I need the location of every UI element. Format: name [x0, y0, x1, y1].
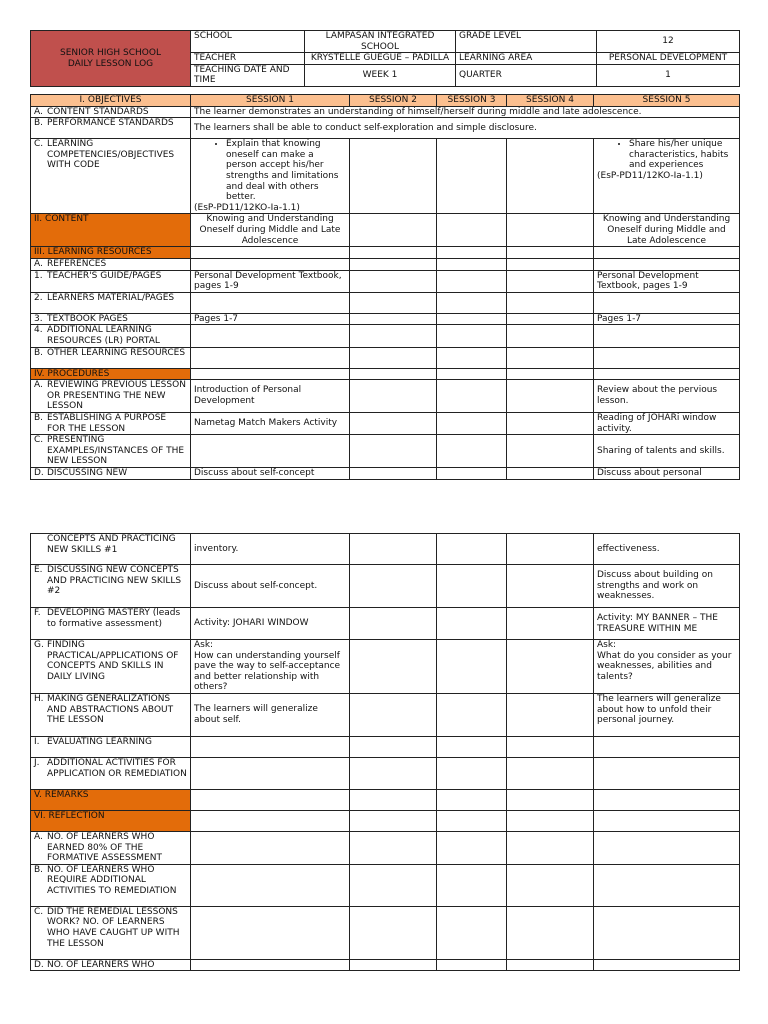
row-label — [31, 565, 191, 608]
title-line-2: DAILY LESSON LOG — [67, 58, 154, 69]
session-5-cell: Review about the pervious lesson. — [594, 380, 740, 413]
row-label-text: PERFORMANCE STANDARDS — [47, 118, 174, 129]
session-5-cell: Discuss about building on strengths and work on weaknesses. — [594, 565, 740, 608]
performance-standards-text: The learners shall be able to conduct self-exploration and simple disclosure. — [191, 118, 740, 139]
session-1-cell: Activity: JOHARI WINDOW — [191, 608, 350, 640]
learning-area-value: PERSONAL DEVELOPMENT — [597, 53, 740, 65]
row-label-text: NO. OF LEARNERS WHO — [47, 959, 155, 970]
row-label-text: OTHER LEARNING RESOURCES — [47, 347, 186, 358]
row-label — [31, 139, 191, 214]
row-label-text: IV. PROCEDURES — [34, 368, 110, 379]
row-label — [31, 258, 191, 270]
row-label — [31, 758, 191, 790]
content-standards-text: The learner demonstrates an understanding of himself/herself during middle and late adolescence. — [191, 106, 740, 118]
table-row — [31, 106, 740, 118]
table-row — [31, 959, 740, 971]
session-3-header: SESSION 3 — [437, 95, 507, 107]
section-learning-resources — [31, 247, 191, 259]
row-key: B. — [34, 118, 44, 129]
session-1-header: SESSION 1 — [191, 95, 350, 107]
table-row — [31, 139, 740, 214]
row-label-text: DEVELOPING MASTERY (leads to formative assessment) — [47, 608, 181, 629]
session-1-content: Knowing and Understanding Oneself during Middle and Late Adolescence — [191, 214, 350, 247]
teacher-value: KRYSTELLE GUEGUE – PADILLA — [305, 53, 456, 65]
row-label-text: EVALUATING LEARNING — [47, 737, 152, 748]
row-label-text: TEACHER'S GUIDE/PAGES — [47, 270, 162, 281]
row-label-text: DID THE REMEDIAL LESSONS WORK? NO. OF LEARNERS WHO HAVE CAUGHT UP WITH THE LESSON — [47, 906, 180, 949]
row-label-text: NO. OF LEARNERS WHO REQUIRE ADDITIONAL ACTIVITIES TO REMEDIATION — [47, 864, 177, 897]
row-label — [31, 468, 191, 480]
table-row — [31, 790, 740, 811]
column-header-row — [31, 95, 740, 107]
table-row — [31, 368, 740, 380]
session-5-cell: Sharing of talents and skills. — [594, 435, 740, 468]
row-key: 2. — [34, 292, 43, 303]
session-5-cell: The learners will generalize about how to unfold their personal journey. — [594, 694, 740, 737]
competency-code: (EsP-PD11/12KO-Ia-1.1) — [194, 202, 300, 213]
row-label-text: VI. REFLECTION — [34, 811, 105, 822]
competency-code: (EsP-PD11/12KO-Ia-1.1) — [597, 171, 703, 182]
table-row — [31, 534, 740, 565]
row-label — [31, 906, 191, 959]
table-row — [31, 247, 740, 259]
row-key: G. — [34, 640, 44, 650]
table-row — [31, 380, 740, 413]
row-label — [31, 832, 191, 865]
session-1-cell: inventory. — [191, 534, 350, 565]
table-row — [31, 832, 740, 865]
session-1-cell: Introduction of Personal Development — [191, 380, 350, 413]
session-4-header: SESSION 4 — [507, 95, 594, 107]
row-label-text: PRESENTING EXAMPLES/INSTANCES OF THE NEW LESSON — [47, 435, 185, 467]
row-label — [31, 118, 191, 139]
table-row — [31, 325, 740, 347]
row-label — [31, 325, 191, 347]
table-row — [31, 258, 740, 270]
row-label — [31, 380, 191, 413]
table-row — [31, 758, 740, 790]
session-1-cell: Discuss about self-concept — [191, 468, 350, 480]
table-row — [31, 292, 740, 313]
row-key: F. — [34, 608, 41, 618]
table-row — [31, 694, 740, 737]
row-label — [31, 270, 191, 292]
grade-value: 12 — [597, 31, 740, 53]
session-1-cell: Pages 1-7 — [191, 313, 350, 325]
table-row — [31, 435, 740, 468]
session-1-cell: Personal Development Textbook, pages 1-9 — [191, 270, 350, 292]
row-label — [31, 347, 191, 368]
row-label-text: II. CONTENT — [34, 214, 89, 225]
row-key: D. — [34, 468, 44, 479]
row-label — [31, 640, 191, 694]
row-key: I. — [34, 737, 40, 748]
title-line-1: SENIOR HIGH SCHOOL — [60, 47, 161, 58]
row-key: A. — [34, 258, 43, 269]
dll-title — [31, 31, 191, 87]
session-5-cell: Ask: What do you consider as your weaknesses, abilities and talents? — [594, 640, 740, 694]
row-label-text: DISCUSSING NEW — [47, 468, 128, 479]
row-label-text: LEARNERS MATERIAL/PAGES — [47, 292, 175, 303]
competency-bullet: • Share his/her unique characteristics, habits and experiences — [629, 139, 736, 171]
table-row — [31, 118, 740, 139]
row-label — [31, 106, 191, 118]
objectives-header: I. OBJECTIVES — [31, 95, 191, 107]
row-label-text: ESTABLISHING A PURPOSE FOR THE LESSON — [47, 413, 167, 434]
row-key: A. — [34, 106, 43, 117]
school-label: SCHOOL — [191, 31, 305, 53]
row-key: C. — [34, 906, 44, 917]
row-label-text: III. LEARNING RESOURCES — [34, 247, 152, 258]
table-row — [31, 468, 740, 480]
section-remarks — [31, 790, 191, 811]
teaching-date-value: WEEK 1 — [305, 64, 456, 86]
row-key: 4. — [34, 325, 43, 336]
row-label — [31, 694, 191, 737]
row-label-text: V. REMARKS — [34, 790, 89, 801]
section-procedures — [31, 368, 191, 380]
session-5-cell: Activity: MY BANNER – THE TREASURE WITHIN ME — [594, 608, 740, 640]
table-row — [31, 313, 740, 325]
learning-area-label: LEARNING AREA — [456, 53, 597, 65]
row-label-text: ADDITIONAL LEARNING RESOURCES (LR) PORTAL — [47, 325, 160, 346]
header-table — [30, 30, 740, 87]
quarter-label: QUARTER — [456, 64, 597, 86]
session-1-cell: Discuss about self-concept. — [191, 565, 350, 608]
table-row — [31, 640, 740, 694]
lesson-table-page-2 — [30, 533, 740, 971]
table-row — [31, 737, 740, 758]
session-5-cell: Pages 1-7 — [594, 313, 740, 325]
row-label — [31, 959, 191, 971]
table-row — [31, 413, 740, 435]
row-label — [31, 737, 191, 758]
row-key: A. — [34, 380, 43, 391]
row-label — [31, 864, 191, 906]
row-label — [31, 435, 191, 468]
section-reflection — [31, 811, 191, 832]
table-row — [31, 864, 740, 906]
row-label-text: CONCEPTS AND PRACTICING NEW SKILLS #1 — [47, 534, 176, 555]
row-key: 3. — [34, 313, 43, 324]
row-key: A. — [34, 832, 43, 843]
row-key: H. — [34, 694, 44, 705]
row-key: B. — [34, 413, 44, 424]
session-5-cell: Personal Development Textbook, pages 1-9 — [594, 270, 740, 292]
session-2-header: SESSION 2 — [350, 95, 437, 107]
table-row — [31, 270, 740, 292]
lesson-table-page-1 — [30, 94, 740, 480]
row-label — [31, 534, 191, 565]
session-5-competency — [594, 139, 740, 214]
row-label-text: MAKING GENERALIZATIONS AND ABSTRACTIONS ABOUT THE LESSON — [47, 694, 174, 726]
section-content-label — [31, 214, 191, 247]
teaching-date-label: TEACHING DATE AND TIME — [191, 64, 305, 86]
table-row — [31, 214, 740, 247]
table-row — [31, 565, 740, 608]
session-1-cell: Nametag Match Makers Activity — [191, 413, 350, 435]
school-value: LAMPASAN INTEGRATED SCHOOL — [305, 31, 456, 53]
row-key: E. — [34, 565, 43, 575]
row-label-text: REFERENCES — [47, 258, 107, 269]
grade-label: GRADE LEVEL — [456, 31, 597, 53]
session-5-header: SESSION 5 — [594, 95, 740, 107]
table-row — [31, 347, 740, 368]
session-1-cell: Ask: How can understanding yourself pave the way to self-acceptance and better relationship with others? — [191, 640, 350, 694]
row-key: J. — [34, 758, 40, 769]
session-5-cell: Discuss about personal — [594, 468, 740, 480]
session-5-cell: Reading of JOHARi window activity. — [594, 413, 740, 435]
row-key: B. — [34, 864, 44, 875]
session-1-competency — [191, 139, 350, 214]
row-label — [31, 292, 191, 313]
row-key: 1. — [34, 270, 43, 281]
row-key: B. — [34, 347, 44, 358]
teacher-label: TEACHER — [191, 53, 305, 65]
row-label-text: REVIEWING PREVIOUS LESSON OR PRESENTING THE NEW LESSON — [47, 380, 186, 412]
row-label — [31, 313, 191, 325]
competency-bullet: • Explain that knowing oneself can make a person accept his/her strengths and limitations and deal with others better. — [226, 139, 346, 203]
row-label-text: CONTENT STANDARDS — [47, 106, 149, 117]
row-label-text: LEARNING COMPETENCIES/OBJECTIVES WITH CODE — [47, 139, 175, 171]
row-label-text: ADDITIONAL ACTIVITIES FOR APPLICATION OR REMEDIATION — [47, 758, 187, 779]
quarter-value: 1 — [597, 64, 740, 86]
row-label — [31, 608, 191, 640]
row-key: C. — [34, 435, 44, 446]
table-row — [31, 811, 740, 832]
session-5-content: Knowing and Understanding Oneself during Middle and Late Adolescence — [594, 214, 740, 247]
table-row — [31, 608, 740, 640]
row-key: D. — [34, 959, 44, 970]
session-5-cell: effectiveness. — [594, 534, 740, 565]
table-row — [31, 906, 740, 959]
row-label-text: TEXTBOOK PAGES — [47, 313, 128, 324]
session-1-cell: The learners will generalize about self. — [191, 694, 350, 737]
row-label-text: NO. OF LEARNERS WHO EARNED 80% OF THE FORMATIVE ASSESSMENT — [47, 832, 162, 864]
row-label-text: DISCUSSING NEW CONCEPTS AND PRACTICING NEW SKILLS #2 — [47, 565, 182, 597]
row-label-text: FINDING PRACTICAL/APPLICATIONS OF CONCEPTS AND SKILLS IN DAILY LIVING — [47, 640, 179, 682]
row-label — [31, 413, 191, 435]
row-key: C. — [34, 139, 44, 150]
